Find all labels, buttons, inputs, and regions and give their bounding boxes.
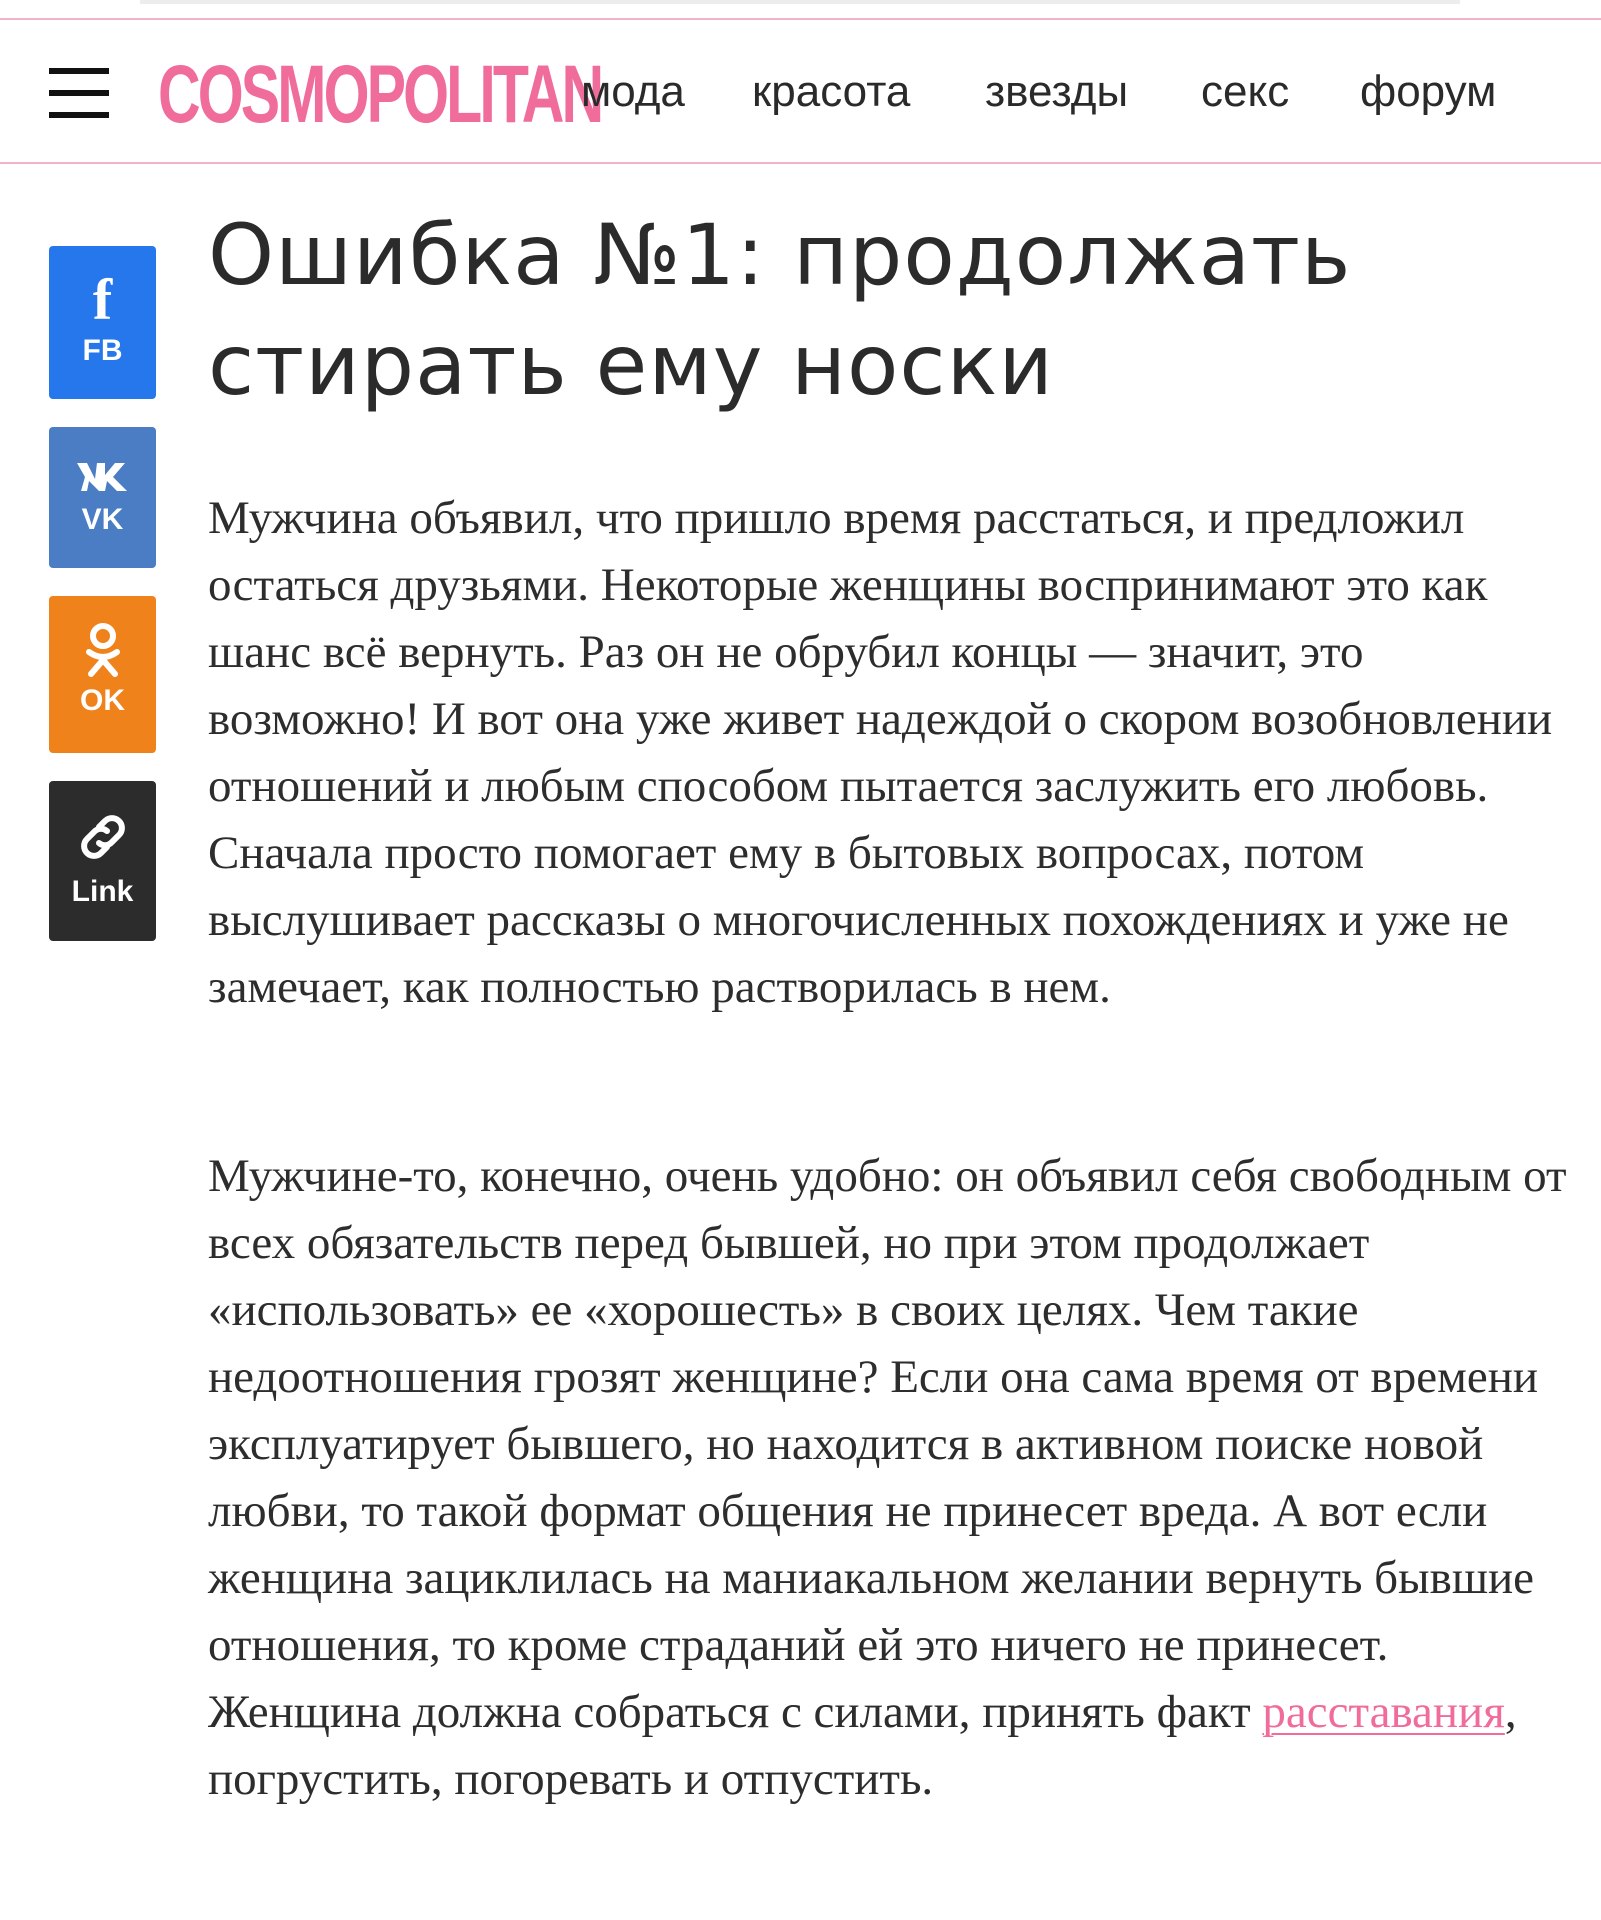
copy-link-button[interactable] <box>49 781 156 941</box>
facebook-icon: f <box>92 267 113 332</box>
nav-item-stars[interactable]: звезды <box>985 67 1129 116</box>
share-vk-label: VK <box>81 503 124 536</box>
link-icon <box>49 805 156 865</box>
menu-icon-bar <box>49 90 109 96</box>
share-facebook-button[interactable] <box>49 246 156 399</box>
copy-link-label: Link <box>71 874 134 908</box>
menu-icon[interactable] <box>49 68 109 120</box>
nav-item-beauty[interactable]: красота <box>752 67 911 116</box>
article <box>208 200 1568 1805</box>
article-paragraph: Мужчина объявил, что пришло время расстаться, и предложил остаться друзьями. Некоторые женщины воспринимают это как шанс всё вернуть. Раз он не обрубил концы — значит, это возможно! И вот она уже живет надеждой о скором возобновлении отношений и любым способом пытается заслужить его любовь. Сначала просто помогает ему в бытовых вопросах, потом выслушивает рассказы о многочисленных похождениях и уже не замечает, как полностью растворилась в нем. <box>208 492 1553 1013</box>
share-ok-label: OK <box>80 683 125 717</box>
menu-icon-bar <box>49 68 109 74</box>
share-vk-button[interactable] <box>49 427 156 568</box>
article-paragraph <box>208 1143 1568 1813</box>
share-facebook-label: FB <box>82 334 123 367</box>
menu-icon-bar <box>49 112 109 118</box>
share-ok-button[interactable] <box>49 596 156 753</box>
browser-top-strip <box>0 0 1601 18</box>
article-title: Ошибка №1: продолжать стирать ему носки <box>208 206 1352 414</box>
nav-item-sex[interactable]: секс <box>1201 67 1290 116</box>
site-logo[interactable]: COSMOPOLITAN <box>158 49 602 140</box>
vk-icon <box>49 449 156 499</box>
paragraph-text: , погрустить, погоревать и отпустить. <box>208 1686 1517 1805</box>
nav-item-fashion[interactable]: мода <box>581 67 685 116</box>
site-header <box>0 18 1601 164</box>
top-strip-shade <box>140 0 1460 4</box>
paragraph-text: Мужчине-то, конечно, очень удобно: он объявил себя свободным от всех обязательств перед бывшей, но при этом продолжает «использовать» ее «хорошесть» в своих целях. Чем такие недоотношения грозят женщине? Если она сама время от времени эксплуатирует бывшего, но находится в активном поиске новой любви, то такой формат общения не принесет вреда. А вот если женщина зациклилась на маниакальном желании вернуть бывшие отношения, то кроме страданий ей это ничего не принесет. Женщина должна собраться с силами, принять факт <box>208 1150 1567 1738</box>
nav-item-forum[interactable]: форум <box>1360 67 1497 116</box>
breakup-link[interactable]: расставания <box>1262 1686 1505 1738</box>
ok-icon <box>49 618 156 678</box>
